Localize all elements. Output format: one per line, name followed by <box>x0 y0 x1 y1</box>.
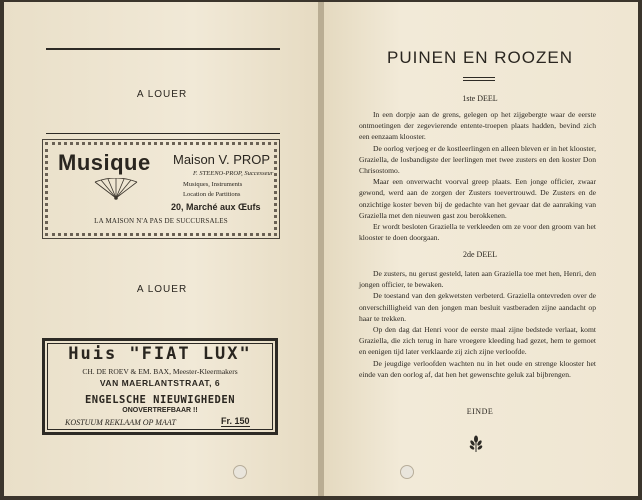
part2-text <box>359 268 596 380</box>
book-gutter <box>318 2 324 496</box>
fan-ornament-icon <box>93 178 139 200</box>
end-marker: EINDE <box>466 407 494 416</box>
successor-line: F. STEENO-PROP, Successeur <box>193 170 274 177</box>
binding-hole-right <box>400 465 414 479</box>
part2-heading: 2de DEEL <box>463 250 497 259</box>
fiat-costume: KOSTUUM REKLAAM OP MAAT <box>65 418 176 427</box>
fiat-lux-name: Huis "FIAT LUX" <box>68 344 252 364</box>
paragraph: Er wordt besloten Graziella te verkleeden om ze voor den groom van het klooster te doen doorgaan. <box>359 222 596 243</box>
paragraph: Op den dag dat Henri voor de eerste maal zijne bedstede verlaat, komt Graziella, die zich terug in hare vroegere kleeding had gezet, hem te gemoet en eenigen tijd later verklaarde zij zich zijne verloofde. <box>359 325 596 357</box>
paragraph: De toestand van den gekwetsten verbeterd. Graziella ontevreden over de onverschilligheid van den jongen man besluit vastberaden zijne aandacht op haar te trekken. <box>359 291 596 323</box>
story-title: PUINEN EN ROOZEN <box>386 48 574 67</box>
maison-name: Maison V. PROP <box>173 152 271 167</box>
binding-hole-left <box>233 465 247 479</box>
fiat-novelties: ENGELSCHE NIEUWIGHEDEN <box>84 394 236 406</box>
paragraph: De zusters, nu gerust gesteld, laten aan Graziella toe met hen, Henri, den jongen officier, te bewaken. <box>359 269 596 290</box>
paragraph: Maar een onverwacht voorval greep plaats. Een jonge officier, zwaar gewond, werd aan de zorgen der Zusters toevertrouwd. De Zusters en de onzichtige koster beven bij de gedachte van het gevaar dat de aanraking van Graziella met den nieuwen gast zou berokkenen. <box>359 177 596 220</box>
fiat-owners: CH. DE ROEV & EM. BAX, Meester-Kleermakers <box>82 367 238 376</box>
fiat-unrivalled: ONOVERTREFBAAR !! <box>122 407 198 414</box>
part1-text <box>359 109 596 243</box>
services-line-2: Location de Partitions <box>183 191 241 198</box>
paragraph: De oorlog verjoeg er de kostleerlingen en alleen bleven er in het klooster, Graziella, de losbandigste der leerlingen met twee zusters en den koster Don Chrisostomo. <box>359 143 596 176</box>
title-underline-2 <box>463 80 495 81</box>
ad-footer: LA MAISON N'A PAS DE SUCCURSALES <box>94 217 228 225</box>
fiat-lux-advertisement <box>42 338 278 435</box>
ad-address: 20, Marché aux Œufs <box>171 202 261 212</box>
a-louer-2: A LOUER <box>136 284 188 295</box>
ad-divider-rule <box>46 133 280 134</box>
a-louer-1: A LOUER <box>136 89 188 100</box>
leaf-sprig-icon <box>467 435 485 453</box>
paragraph: De jeugdige verloofden wachten nu in het oude en strenge klooster het einde van den oorlog af, dat hen het gewenschte geluk zal bijbrengen. <box>359 358 596 379</box>
part1-heading: 1ste DEEL <box>462 94 498 103</box>
title-underline-1 <box>463 77 495 78</box>
top-rule <box>46 48 280 50</box>
musique-advertisement <box>42 139 280 239</box>
paragraph: In een dorpje aan de grens, gelegen op het zijgebergte waar de eerste ontmoetingen der zegevierende entente-troepen plaats hadden, bevind zich een eenzaam klooster. <box>359 110 596 142</box>
musique-brand: Musique <box>58 150 151 175</box>
services-line-1: Musiques, Instruments <box>183 181 243 188</box>
fiat-street: VAN MAERLANTSTRAAT, 6 <box>99 378 221 388</box>
fiat-price: Fr. 150 <box>221 416 250 426</box>
